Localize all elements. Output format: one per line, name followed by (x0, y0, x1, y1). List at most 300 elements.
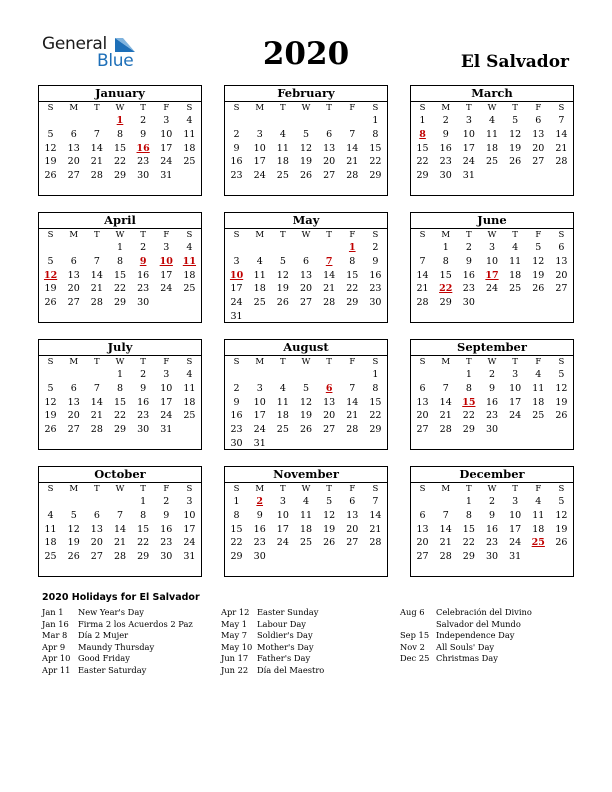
day-cell: 19 (509, 142, 522, 154)
day-cell: 13 (323, 142, 336, 154)
day-cell: 8 (233, 509, 240, 521)
weekday-header: S (419, 484, 426, 494)
day-cell: 6 (558, 242, 565, 253)
empty-day-cell (318, 550, 341, 564)
day-cell: 3 (163, 115, 170, 126)
holiday-date: May 7 (221, 630, 248, 640)
day-cell: 7 (419, 255, 426, 267)
day-cell: 30 (369, 297, 382, 309)
weekday-header: F (535, 230, 542, 240)
holiday-date: Jun 22 (221, 664, 249, 675)
day-cell: 18 (532, 523, 545, 535)
holiday-row (400, 653, 570, 665)
empty-day-cell (85, 241, 108, 255)
month-title: September (411, 340, 573, 356)
holiday-row (400, 630, 570, 642)
day-cell: 28 (90, 424, 103, 436)
day-cell: 4 (256, 255, 263, 267)
day-cell: 17 (462, 142, 475, 154)
holiday-name: Soldier's Day (257, 630, 313, 640)
day-cell: 11 (532, 509, 545, 521)
day-cell: 5 (47, 382, 54, 394)
day-cell: 8 (442, 255, 449, 267)
day-cell: 5 (326, 496, 333, 507)
weekday-header: F (535, 357, 542, 367)
empty-day-cell (341, 310, 364, 324)
weekday-header: M (69, 357, 79, 367)
weekday-header: W (115, 484, 125, 494)
empty-day-cell (364, 550, 387, 564)
day-cell: 9 (488, 509, 496, 521)
day-cell: 23 (230, 170, 243, 182)
day-cell: 30 (462, 297, 475, 309)
calendar-year: 2020 (262, 36, 350, 72)
holiday-name: Father's Day (257, 653, 311, 663)
empty-day-cell (341, 564, 364, 578)
holiday-date: Apr 11 (42, 664, 71, 675)
weekday-header: T (466, 103, 472, 113)
holiday-row (221, 607, 391, 619)
weekday-header: F (349, 357, 356, 367)
weekday-header: S (233, 230, 240, 240)
day-cell: 27 (346, 537, 359, 549)
weekday-header: W (301, 484, 311, 494)
day-cell: 7 (93, 128, 100, 140)
day-cell: 11 (44, 523, 57, 535)
day-cell: 5 (558, 496, 565, 507)
day-cell: 1 (465, 369, 472, 380)
holiday-name: Independence Day (436, 630, 515, 640)
day-cell: 25 (485, 156, 499, 168)
day-cell: 31 (509, 551, 522, 563)
empty-day-cell (550, 564, 573, 578)
weekday-header: F (349, 484, 356, 494)
day-cell: 16 (369, 269, 382, 281)
day-cell: 5 (302, 382, 310, 394)
empty-day-cell (341, 368, 364, 382)
empty-day-cell (504, 423, 527, 437)
day-cell: 6 (326, 128, 333, 140)
weekday-header: W (115, 230, 125, 240)
day-cell: 13 (299, 269, 313, 281)
month-september (410, 339, 574, 450)
day-cell: 19 (532, 269, 545, 281)
day-cell: 26 (555, 537, 568, 549)
day-cell: 27 (67, 424, 80, 436)
day-cell: 22 (346, 283, 359, 295)
day-cell: 30 (137, 170, 150, 182)
day-cell: 11 (276, 396, 289, 408)
empty-day-cell (434, 310, 457, 324)
empty-day-cell (527, 437, 550, 451)
day-cell: 27 (67, 297, 80, 309)
day-cell: 3 (279, 496, 286, 507)
weekday-header: S (372, 357, 379, 367)
day-cell: 5 (279, 255, 286, 267)
day-cell: 6 (70, 255, 77, 267)
holiday-row (42, 619, 212, 631)
empty-day-cell (271, 550, 294, 564)
weekday-header: S (558, 230, 565, 240)
holiday-name: Christmas Day (436, 653, 498, 663)
day-cell: 4 (535, 369, 542, 380)
day-cell: 24 (160, 283, 173, 295)
day-cell: 1 (116, 242, 124, 253)
day-cell: 2 (233, 128, 240, 140)
empty-day-cell (527, 169, 550, 183)
day-cell: 9 (163, 509, 170, 521)
holidays-column (42, 607, 212, 676)
empty-day-cell (480, 437, 503, 451)
empty-day-cell (62, 310, 85, 324)
day-cell: 1 (233, 496, 240, 507)
day-cell: 1 (140, 496, 147, 507)
day-cell: 5 (512, 115, 519, 126)
day-cell: 20 (555, 269, 568, 281)
holiday-row (221, 653, 391, 665)
empty-day-cell (527, 310, 550, 324)
day-cell: 4 (186, 115, 193, 126)
weekday-header: M (69, 230, 79, 240)
day-cell: 1 (419, 115, 426, 126)
day-cell: 16 (137, 396, 150, 408)
weekday-header: S (558, 357, 565, 367)
day-cell: 2 (163, 496, 170, 507)
empty-day-cell (527, 423, 550, 437)
day-cell: 10 (253, 142, 266, 154)
holiday-row (42, 665, 212, 677)
holiday-date: Jan 16 (42, 618, 69, 629)
empty-day-cell (271, 310, 294, 324)
empty-day-cell (39, 564, 62, 578)
month-title: August (225, 340, 387, 356)
day-cell: 5 (47, 128, 54, 140)
day-cell: 4 (186, 242, 193, 253)
day-cell: 23 (439, 156, 452, 168)
weekday-header: S (47, 230, 54, 240)
empty-day-cell (108, 437, 131, 451)
day-cell: 28 (113, 551, 127, 563)
empty-day-cell (108, 564, 131, 578)
day-cell: 8 (465, 382, 472, 394)
day-cell: 24 (462, 156, 475, 168)
day-cell: 18 (276, 410, 289, 422)
weekday-header: M (255, 357, 265, 367)
day-cell: 27 (323, 424, 336, 436)
day-cell: 5 (70, 509, 77, 521)
holidays-title: 2020 Holidays for El Salvador (42, 592, 200, 603)
day-cell: 14 (555, 128, 568, 140)
day-cell: 23 (137, 156, 150, 168)
empty-day-cell (318, 310, 341, 324)
day-cell: 10 (485, 255, 499, 267)
day-cell: 29 (369, 170, 382, 182)
empty-day-cell (155, 310, 178, 324)
day-cell: 30 (137, 424, 150, 436)
day-cell: 2 (140, 369, 147, 380)
weekday-header: T (326, 357, 332, 367)
weekday-header: F (163, 230, 170, 240)
empty-day-cell (271, 114, 294, 128)
day-cell: 15 (369, 396, 382, 408)
empty-day-cell (85, 368, 108, 382)
day-cell: 13 (67, 396, 80, 408)
weekday-header: T (280, 484, 286, 494)
day-cell: 15 (346, 269, 359, 281)
holiday-date: May 10 (221, 641, 253, 652)
empty-day-cell (411, 310, 434, 324)
weekday-header: M (255, 230, 265, 240)
day-cell: 6 (93, 509, 100, 521)
empty-day-cell (85, 437, 108, 451)
weekday-header: T (140, 103, 146, 113)
empty-day-cell (550, 310, 573, 324)
day-cell: 10 (160, 382, 173, 394)
empty-day-cell (480, 296, 503, 310)
empty-day-cell (108, 310, 131, 324)
holiday-day-cell: 1 (116, 115, 124, 126)
holiday-day-cell: 25 (531, 537, 545, 549)
day-cell: 23 (253, 537, 266, 549)
holiday-date: Sep 15 (400, 630, 430, 640)
day-cell: 21 (90, 283, 103, 295)
month-title: July (39, 340, 201, 356)
holiday-day-cell: 6 (325, 382, 333, 394)
month-title: February (225, 86, 387, 102)
day-cell: 16 (485, 396, 499, 408)
day-cell: 8 (116, 128, 124, 140)
day-cell: 20 (67, 410, 80, 422)
empty-day-cell (341, 550, 364, 564)
empty-day-cell (527, 296, 550, 310)
weekday-header: T (466, 357, 472, 367)
day-cell: 10 (160, 128, 173, 140)
day-cell: 8 (372, 382, 379, 394)
empty-day-cell (457, 183, 480, 197)
day-cell: 8 (349, 255, 356, 267)
day-cell: 26 (299, 424, 313, 436)
day-cell: 5 (558, 369, 565, 380)
empty-day-cell (108, 183, 131, 197)
day-cell: 23 (160, 537, 173, 549)
holiday-row (400, 642, 570, 654)
day-cell: 8 (116, 255, 124, 267)
holiday-name: Firma 2 los Acuerdos 2 Paz (78, 618, 193, 629)
day-cell: 7 (349, 128, 356, 140)
day-cell: 24 (509, 537, 522, 549)
day-cell: 9 (465, 255, 472, 267)
weekday-header: S (372, 103, 379, 113)
day-cell: 25 (509, 283, 522, 295)
empty-day-cell (39, 437, 62, 451)
weekday-header: W (115, 103, 125, 113)
weekday-header: S (186, 103, 193, 113)
month-april (38, 212, 202, 323)
day-cell: 21 (555, 142, 568, 154)
day-cell: 31 (462, 170, 475, 182)
day-cell: 24 (276, 537, 289, 549)
empty-day-cell (550, 183, 573, 197)
day-cell: 9 (233, 142, 240, 154)
day-cell: 11 (183, 382, 196, 394)
day-cell: 19 (299, 156, 313, 168)
month-title: May (225, 213, 387, 229)
weekday-header: S (186, 230, 193, 240)
holiday-day-cell: 7 (325, 255, 333, 267)
weekday-header: T (512, 103, 518, 113)
day-cell: 25 (183, 156, 196, 168)
day-cell: 19 (555, 396, 568, 408)
empty-day-cell (550, 423, 573, 437)
day-cell: 18 (276, 156, 289, 168)
holiday-date: Nov 2 (400, 641, 425, 652)
holiday-row (221, 630, 391, 642)
day-cell: 12 (276, 269, 289, 281)
day-cell: 21 (346, 156, 359, 168)
empty-day-cell (364, 310, 387, 324)
empty-day-cell (62, 564, 85, 578)
empty-day-cell (550, 169, 573, 183)
day-cell: 24 (160, 156, 173, 168)
holiday-name: All Souls' Day (436, 641, 495, 652)
empty-day-cell (39, 368, 62, 382)
holiday-name: Easter Sunday (257, 607, 319, 617)
day-cell: 23 (462, 283, 475, 295)
day-cell: 8 (116, 382, 124, 394)
day-cell: 30 (253, 551, 266, 563)
empty-day-cell (271, 564, 294, 578)
day-cell: 12 (67, 523, 80, 535)
day-cell: 20 (90, 537, 103, 549)
day-cell: 20 (532, 142, 545, 154)
day-cell: 15 (439, 269, 452, 281)
day-cell: 18 (532, 396, 545, 408)
day-cell: 25 (532, 410, 545, 422)
empty-day-cell (178, 169, 201, 183)
day-cell: 21 (369, 523, 382, 535)
day-cell: 12 (532, 255, 545, 267)
empty-day-cell (504, 564, 527, 578)
holiday-day-cell: 15 (462, 396, 476, 408)
empty-day-cell (434, 183, 457, 197)
day-cell: 16 (137, 269, 150, 281)
holiday-row (42, 630, 212, 642)
empty-day-cell (318, 183, 341, 197)
weekday-header: T (94, 230, 100, 240)
day-cell: 2 (465, 242, 472, 253)
weekday-header: F (349, 230, 356, 240)
weekday-header: T (466, 230, 472, 240)
empty-day-cell (480, 183, 503, 197)
empty-day-cell (411, 183, 434, 197)
weekday-header: T (94, 103, 100, 113)
empty-day-cell (527, 183, 550, 197)
empty-day-cell (155, 437, 178, 451)
day-cell: 14 (346, 142, 359, 154)
day-cell: 14 (90, 396, 103, 408)
day-cell: 2 (372, 242, 379, 253)
empty-day-cell (294, 114, 317, 128)
empty-day-cell (248, 310, 271, 324)
month-title: January (39, 86, 201, 102)
empty-day-cell (271, 241, 294, 255)
empty-day-cell (39, 241, 62, 255)
weekday-header: T (512, 230, 518, 240)
weekday-header: T (140, 230, 146, 240)
day-cell: 24 (509, 410, 522, 422)
empty-day-cell (504, 169, 527, 183)
weekday-header: M (69, 484, 79, 494)
empty-day-cell (294, 183, 317, 197)
empty-day-cell (39, 114, 62, 128)
holiday-name: Maundy Thursday (78, 641, 155, 652)
month-march (410, 85, 574, 196)
weekday-header: F (349, 103, 356, 113)
day-cell: 8 (465, 509, 472, 521)
day-cell: 28 (555, 156, 568, 168)
weekday-header: F (535, 484, 542, 494)
day-cell: 29 (113, 170, 127, 182)
day-cell: 21 (346, 410, 359, 422)
day-cell: 29 (416, 170, 429, 182)
empty-day-cell (457, 437, 480, 451)
month-august (224, 339, 388, 450)
holiday-day-cell: 9 (139, 255, 147, 267)
day-cell: 18 (485, 142, 499, 154)
weekday-header: S (419, 103, 426, 113)
holiday-name: Mother's Day (257, 641, 314, 652)
weekday-header: S (558, 484, 565, 494)
empty-day-cell (294, 550, 317, 564)
day-cell: 31 (160, 424, 173, 436)
empty-day-cell (434, 437, 457, 451)
holiday-day-cell: 10 (159, 255, 173, 267)
empty-day-cell (527, 550, 550, 564)
day-cell: 13 (532, 128, 545, 140)
day-cell: 6 (70, 382, 77, 394)
holiday-row (221, 642, 391, 654)
day-cell: 21 (416, 283, 429, 295)
day-cell: 13 (416, 523, 429, 535)
day-cell: 4 (535, 496, 542, 507)
day-cell: 27 (555, 283, 568, 295)
day-cell: 3 (465, 115, 472, 126)
weekday-header: M (255, 484, 265, 494)
day-cell: 23 (230, 424, 243, 436)
day-cell: 28 (90, 297, 103, 309)
weekday-header: T (280, 103, 286, 113)
day-cell: 20 (346, 523, 359, 535)
weekday-header: T (94, 357, 100, 367)
empty-day-cell (85, 495, 108, 509)
month-title: October (39, 467, 201, 483)
weekday-header: T (326, 230, 332, 240)
day-cell: 1 (465, 496, 472, 507)
day-cell: 12 (44, 142, 57, 154)
weekday-header: S (233, 357, 240, 367)
empty-day-cell (364, 437, 387, 451)
day-cell: 29 (369, 424, 382, 436)
day-cell: 23 (369, 283, 382, 295)
day-cell: 11 (485, 128, 499, 140)
empty-day-cell (62, 183, 85, 197)
day-cell: 5 (302, 128, 310, 140)
day-cell: 1 (372, 115, 379, 126)
empty-day-cell (85, 564, 108, 578)
weekday-header: F (535, 103, 542, 113)
day-cell: 17 (160, 396, 173, 408)
empty-day-cell (108, 495, 131, 509)
